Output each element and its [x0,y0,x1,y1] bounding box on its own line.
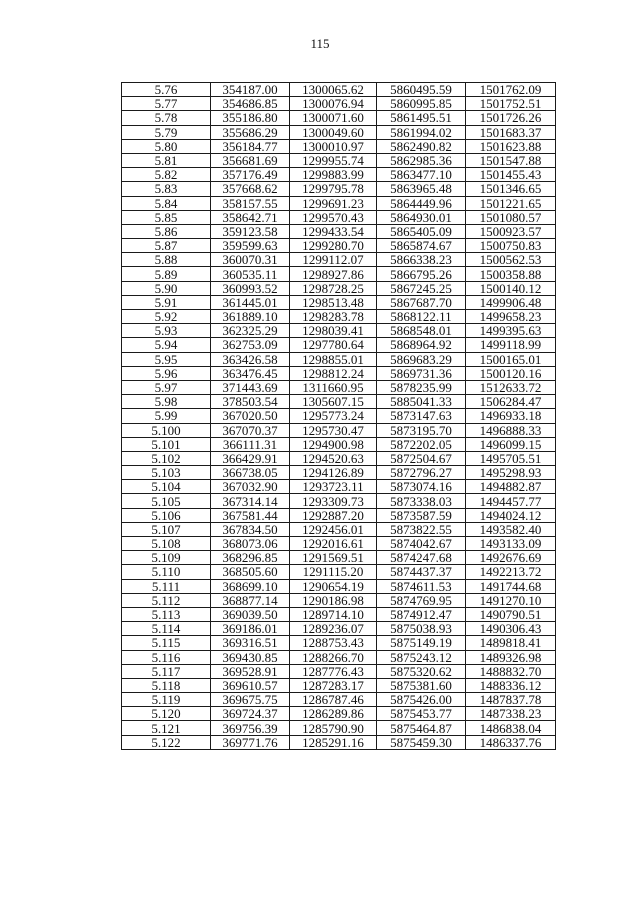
col1-value-cell: 362753.09 [211,338,290,352]
col4-value-cell: 1500140.12 [466,281,556,295]
col2-value-cell: 1288266.70 [290,650,377,664]
table-row [122,239,556,253]
col1-value-cell: 368877.14 [211,593,290,607]
table-row [122,437,556,451]
table-row [122,508,556,522]
col1-value-cell: 357668.62 [211,182,290,196]
point-id-cell: 5.108 [122,537,211,551]
col3-value-cell: 5866795.26 [377,267,466,281]
table-row [122,352,556,366]
col3-value-cell: 5872504.67 [377,451,466,465]
col2-value-cell: 1285790.90 [290,721,377,735]
col4-value-cell: 1501455.43 [466,168,556,182]
table-row [122,494,556,508]
col1-value-cell: 357176.49 [211,168,290,182]
point-id-cell: 5.79 [122,125,211,139]
col4-value-cell: 1500923.57 [466,224,556,238]
col2-value-cell: 1285291.16 [290,735,377,749]
point-id-cell: 5.99 [122,409,211,423]
table-row [122,310,556,324]
col3-value-cell: 5874042.67 [377,537,466,551]
col4-value-cell: 1501762.09 [466,83,556,97]
point-id-cell: 5.82 [122,168,211,182]
col3-value-cell: 5863477.10 [377,168,466,182]
col1-value-cell: 369610.57 [211,678,290,692]
col4-value-cell: 1499118.99 [466,338,556,352]
col2-value-cell: 1294520.63 [290,451,377,465]
point-id-cell: 5.96 [122,366,211,380]
table-row [122,210,556,224]
point-id-cell: 5.85 [122,210,211,224]
col2-value-cell: 1293723.11 [290,480,377,494]
col2-value-cell: 1299570.43 [290,210,377,224]
col2-value-cell: 1289236.07 [290,622,377,636]
col2-value-cell: 1298728.25 [290,281,377,295]
col3-value-cell: 5861495.51 [377,111,466,125]
point-id-cell: 5.113 [122,607,211,621]
col3-value-cell: 5878235.99 [377,380,466,394]
table-body [122,83,556,750]
point-id-cell: 5.116 [122,650,211,664]
point-id-cell: 5.77 [122,97,211,111]
col3-value-cell: 5873074.16 [377,480,466,494]
col1-value-cell: 371443.69 [211,380,290,394]
point-id-cell: 5.83 [122,182,211,196]
col4-value-cell: 1489326.98 [466,650,556,664]
col3-value-cell: 5874437.37 [377,565,466,579]
col2-value-cell: 1286289.86 [290,707,377,721]
col4-value-cell: 1490790.51 [466,607,556,621]
col3-value-cell: 5875320.62 [377,664,466,678]
col2-value-cell: 1286787.46 [290,693,377,707]
col4-value-cell: 1494457.77 [466,494,556,508]
col2-value-cell: 1298927.86 [290,267,377,281]
col2-value-cell: 1290654.19 [290,579,377,593]
col1-value-cell: 366111.31 [211,437,290,451]
col4-value-cell: 1492213.72 [466,565,556,579]
col2-value-cell: 1298855.01 [290,352,377,366]
col2-value-cell: 1298513.48 [290,295,377,309]
col3-value-cell: 5873822.55 [377,522,466,536]
col1-value-cell: 367314.14 [211,494,290,508]
col3-value-cell: 5869683.29 [377,352,466,366]
col4-value-cell: 1492676.69 [466,551,556,565]
table-row [122,125,556,139]
col3-value-cell: 5868122.11 [377,310,466,324]
table-row [122,295,556,309]
table-row [122,678,556,692]
col1-value-cell: 369756.39 [211,721,290,735]
col1-value-cell: 368073.06 [211,537,290,551]
table-row [122,97,556,111]
col2-value-cell: 1299795.78 [290,182,377,196]
table-row [122,224,556,238]
col3-value-cell: 5874769.95 [377,593,466,607]
table-row [122,551,556,565]
table-row [122,253,556,267]
col1-value-cell: 366738.05 [211,466,290,480]
col2-value-cell: 1294126.89 [290,466,377,480]
table-row [122,409,556,423]
table-row [122,451,556,465]
col1-value-cell: 361445.01 [211,295,290,309]
col4-value-cell: 1487837.78 [466,693,556,707]
col3-value-cell: 5862490.82 [377,139,466,153]
col4-value-cell: 1500358.88 [466,267,556,281]
col2-value-cell: 1287283.17 [290,678,377,692]
col2-value-cell: 1300010.97 [290,139,377,153]
point-id-cell: 5.105 [122,494,211,508]
point-id-cell: 5.81 [122,153,211,167]
col3-value-cell: 5867687.70 [377,295,466,309]
col1-value-cell: 359123.58 [211,224,290,238]
col3-value-cell: 5867245.25 [377,281,466,295]
col2-value-cell: 1300071.60 [290,111,377,125]
table-row [122,565,556,579]
col4-value-cell: 1494882.87 [466,480,556,494]
col1-value-cell: 359599.63 [211,239,290,253]
col1-value-cell: 360993.52 [211,281,290,295]
col1-value-cell: 355186.80 [211,111,290,125]
point-id-cell: 5.103 [122,466,211,480]
col1-value-cell: 367020.50 [211,409,290,423]
col3-value-cell: 5875459.30 [377,735,466,749]
col4-value-cell: 1501346.65 [466,182,556,196]
col2-value-cell: 1292456.01 [290,522,377,536]
point-id-cell: 5.110 [122,565,211,579]
table-row [122,622,556,636]
col3-value-cell: 5875149.19 [377,636,466,650]
point-id-cell: 5.111 [122,579,211,593]
col4-value-cell: 1501221.65 [466,196,556,210]
col3-value-cell: 5872202.05 [377,437,466,451]
point-id-cell: 5.78 [122,111,211,125]
point-id-cell: 5.120 [122,707,211,721]
col1-value-cell: 369771.76 [211,735,290,749]
point-id-cell: 5.98 [122,395,211,409]
table-row [122,650,556,664]
col3-value-cell: 5874912.47 [377,607,466,621]
table-row [122,168,556,182]
col3-value-cell: 5863965.48 [377,182,466,196]
table-row [122,423,556,437]
col4-value-cell: 1496099.15 [466,437,556,451]
point-id-cell: 5.114 [122,622,211,636]
col2-value-cell: 1300049.60 [290,125,377,139]
col1-value-cell: 363476.45 [211,366,290,380]
point-id-cell: 5.109 [122,551,211,565]
col4-value-cell: 1500120.16 [466,366,556,380]
point-id-cell: 5.121 [122,721,211,735]
table-row [122,324,556,338]
table-row [122,139,556,153]
table-row [122,693,556,707]
col1-value-cell: 360070.31 [211,253,290,267]
col4-value-cell: 1491744.68 [466,579,556,593]
col3-value-cell: 5875426.00 [377,693,466,707]
point-id-cell: 5.118 [122,678,211,692]
point-id-cell: 5.87 [122,239,211,253]
col2-value-cell: 1299433.54 [290,224,377,238]
point-id-cell: 5.102 [122,451,211,465]
col2-value-cell: 1295730.47 [290,423,377,437]
col4-value-cell: 1512633.72 [466,380,556,394]
col2-value-cell: 1298812.24 [290,366,377,380]
point-id-cell: 5.101 [122,437,211,451]
point-id-cell: 5.95 [122,352,211,366]
col4-value-cell: 1486838.04 [466,721,556,735]
col3-value-cell: 5862985.36 [377,153,466,167]
col2-value-cell: 1299691.23 [290,196,377,210]
page-number: 115 [310,36,330,51]
col4-value-cell: 1488336.12 [466,678,556,692]
col4-value-cell: 1488832.70 [466,664,556,678]
col2-value-cell: 1300076.94 [290,97,377,111]
col4-value-cell: 1499906.48 [466,295,556,309]
col3-value-cell: 5875381.60 [377,678,466,692]
point-id-cell: 5.117 [122,664,211,678]
table-row [122,466,556,480]
col2-value-cell: 1299112.07 [290,253,377,267]
col2-value-cell: 1292887.20 [290,508,377,522]
table-row [122,537,556,551]
col1-value-cell: 358642.71 [211,210,290,224]
col1-value-cell: 367834.50 [211,522,290,536]
col1-value-cell: 368296.85 [211,551,290,565]
col2-value-cell: 1297780.64 [290,338,377,352]
col3-value-cell: 5873338.03 [377,494,466,508]
col4-value-cell: 1496888.33 [466,423,556,437]
point-id-cell: 5.80 [122,139,211,153]
col3-value-cell: 5875038.93 [377,622,466,636]
col3-value-cell: 5866338.23 [377,253,466,267]
col4-value-cell: 1490306.43 [466,622,556,636]
point-id-cell: 5.93 [122,324,211,338]
table-row [122,111,556,125]
col4-value-cell: 1501726.26 [466,111,556,125]
col3-value-cell: 5860495.59 [377,83,466,97]
col4-value-cell: 1501683.37 [466,125,556,139]
col1-value-cell: 358157.55 [211,196,290,210]
col1-value-cell: 369039.50 [211,607,290,621]
col2-value-cell: 1291569.51 [290,551,377,565]
col3-value-cell: 5864930.01 [377,210,466,224]
point-id-cell: 5.104 [122,480,211,494]
col4-value-cell: 1494024.12 [466,508,556,522]
col1-value-cell: 369724.37 [211,707,290,721]
point-id-cell: 5.122 [122,735,211,749]
col2-value-cell: 1295773.24 [290,409,377,423]
col3-value-cell: 5874611.53 [377,579,466,593]
table-row [122,522,556,536]
col1-value-cell: 367070.37 [211,423,290,437]
col2-value-cell: 1298283.78 [290,310,377,324]
col3-value-cell: 5873147.63 [377,409,466,423]
col1-value-cell: 367032.90 [211,480,290,494]
point-id-cell: 5.119 [122,693,211,707]
col2-value-cell: 1293309.73 [290,494,377,508]
table-row [122,607,556,621]
col3-value-cell: 5873195.70 [377,423,466,437]
point-id-cell: 5.94 [122,338,211,352]
col4-value-cell: 1500750.83 [466,239,556,253]
col4-value-cell: 1500165.01 [466,352,556,366]
col1-value-cell: 362325.29 [211,324,290,338]
col2-value-cell: 1287776.43 [290,664,377,678]
col3-value-cell: 5864449.96 [377,196,466,210]
col1-value-cell: 369528.91 [211,664,290,678]
table-row [122,395,556,409]
col2-value-cell: 1300065.62 [290,83,377,97]
col4-value-cell: 1486337.76 [466,735,556,749]
col2-value-cell: 1298039.41 [290,324,377,338]
col4-value-cell: 1501080.57 [466,210,556,224]
col1-value-cell: 355686.29 [211,125,290,139]
point-id-cell: 5.107 [122,522,211,536]
col1-value-cell: 360535.11 [211,267,290,281]
table-row [122,153,556,167]
col3-value-cell: 5865874.67 [377,239,466,253]
col4-value-cell: 1487338.23 [466,707,556,721]
table-row [122,182,556,196]
col3-value-cell: 5872796.27 [377,466,466,480]
col3-value-cell: 5865405.09 [377,224,466,238]
table-row [122,707,556,721]
table-row [122,338,556,352]
table-row [122,480,556,494]
col3-value-cell: 5885041.33 [377,395,466,409]
point-id-cell: 5.100 [122,423,211,437]
col4-value-cell: 1493582.40 [466,522,556,536]
col4-value-cell: 1491270.10 [466,593,556,607]
col3-value-cell: 5869731.36 [377,366,466,380]
col2-value-cell: 1299955.74 [290,153,377,167]
point-id-cell: 5.89 [122,267,211,281]
col4-value-cell: 1493133.09 [466,537,556,551]
col1-value-cell: 378503.54 [211,395,290,409]
col2-value-cell: 1294900.98 [290,437,377,451]
point-id-cell: 5.115 [122,636,211,650]
col2-value-cell: 1290186.98 [290,593,377,607]
table-row [122,636,556,650]
col1-value-cell: 369316.51 [211,636,290,650]
table-row [122,196,556,210]
table-row [122,267,556,281]
col1-value-cell: 354686.85 [211,97,290,111]
col2-value-cell: 1289714.10 [290,607,377,621]
table-row [122,579,556,593]
col2-value-cell: 1292016.61 [290,537,377,551]
col4-value-cell: 1499395.63 [466,324,556,338]
col4-value-cell: 1501547.88 [466,153,556,167]
point-id-cell: 5.88 [122,253,211,267]
col4-value-cell: 1506284.47 [466,395,556,409]
col1-value-cell: 367581.44 [211,508,290,522]
table-row [122,380,556,394]
point-id-cell: 5.91 [122,295,211,309]
col3-value-cell: 5868548.01 [377,324,466,338]
col4-value-cell: 1496933.18 [466,409,556,423]
col1-value-cell: 369675.75 [211,693,290,707]
col4-value-cell: 1501752.51 [466,97,556,111]
point-id-cell: 5.76 [122,83,211,97]
col3-value-cell: 5860995.85 [377,97,466,111]
col3-value-cell: 5868964.92 [377,338,466,352]
col1-value-cell: 354187.00 [211,83,290,97]
col3-value-cell: 5875453.77 [377,707,466,721]
point-id-cell: 5.97 [122,380,211,394]
col3-value-cell: 5875464.87 [377,721,466,735]
col1-value-cell: 361889.10 [211,310,290,324]
col4-value-cell: 1495705.51 [466,451,556,465]
table-row [122,593,556,607]
col1-value-cell: 366429.91 [211,451,290,465]
point-id-cell: 5.84 [122,196,211,210]
col2-value-cell: 1305607.15 [290,395,377,409]
table-row [122,366,556,380]
col3-value-cell: 5861994.02 [377,125,466,139]
col1-value-cell: 368699.10 [211,579,290,593]
col3-value-cell: 5875243.12 [377,650,466,664]
col4-value-cell: 1495298.93 [466,466,556,480]
table-row [122,735,556,749]
col4-value-cell: 1489818.41 [466,636,556,650]
col2-value-cell: 1288753.43 [290,636,377,650]
col2-value-cell: 1291115.20 [290,565,377,579]
col1-value-cell: 363426.58 [211,352,290,366]
table-row [122,83,556,97]
coordinates-table [121,82,556,750]
point-id-cell: 5.112 [122,593,211,607]
table-row [122,664,556,678]
col1-value-cell: 369430.85 [211,650,290,664]
table-row [122,281,556,295]
col4-value-cell: 1499658.23 [466,310,556,324]
col3-value-cell: 5873587.59 [377,508,466,522]
col4-value-cell: 1500562.53 [466,253,556,267]
point-id-cell: 5.106 [122,508,211,522]
col4-value-cell: 1501623.88 [466,139,556,153]
col2-value-cell: 1299280.70 [290,239,377,253]
col2-value-cell: 1311660.95 [290,380,377,394]
col3-value-cell: 5874247.68 [377,551,466,565]
col1-value-cell: 369186.01 [211,622,290,636]
point-id-cell: 5.86 [122,224,211,238]
col1-value-cell: 356681.69 [211,153,290,167]
col2-value-cell: 1299883.99 [290,168,377,182]
point-id-cell: 5.90 [122,281,211,295]
col1-value-cell: 356184.77 [211,139,290,153]
point-id-cell: 5.92 [122,310,211,324]
col1-value-cell: 368505.60 [211,565,290,579]
table-row [122,721,556,735]
